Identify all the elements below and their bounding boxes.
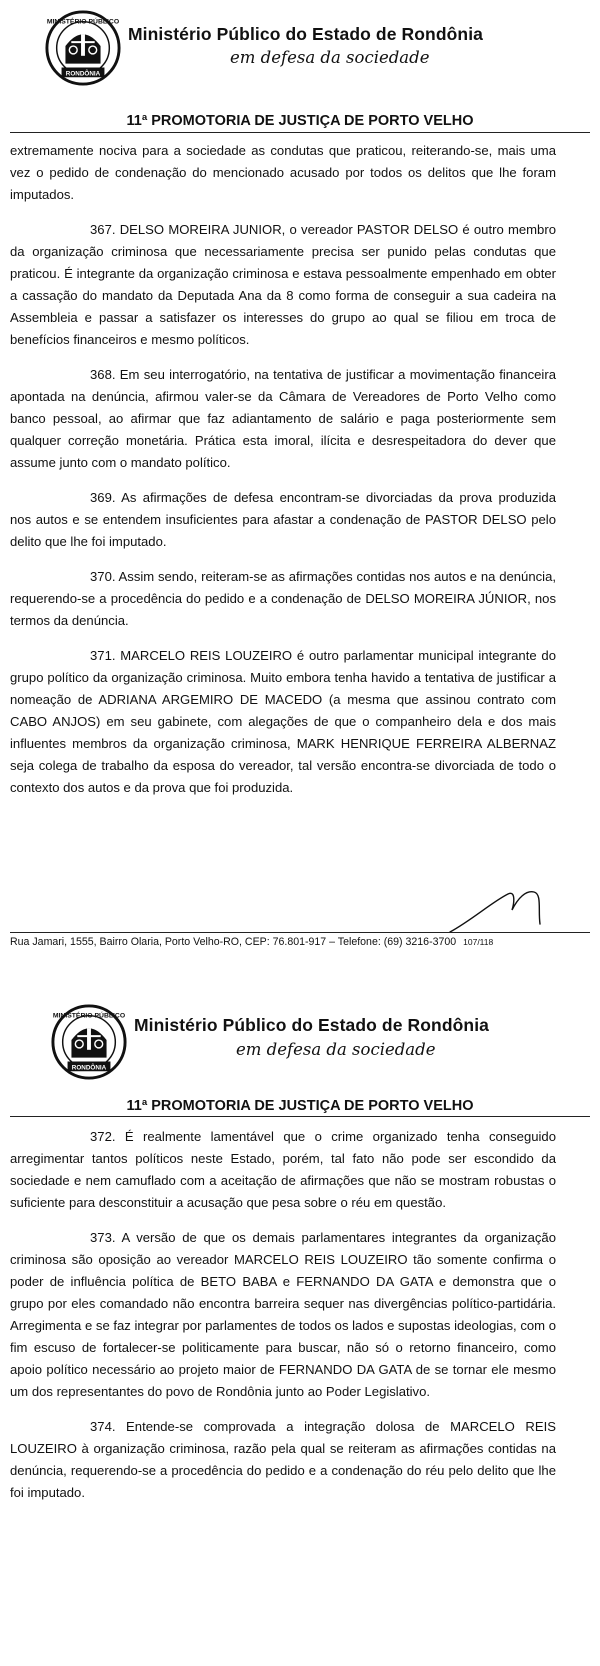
header-divider bbox=[10, 132, 590, 133]
paragraph-368: 368. Em seu interrogatório, na tentativa de justificar a movimentação financeira apontada na denúncia, afirmou valer-se da Câmara de Vereadores de Porto Velho como banco pessoal, ao afirmar que faz adiantamento de salário e paga posteriormente sem qualquer correção monetária. Prática esta imoral, ilícita e desrespeitadora do dever que assume junto com o mandato político. bbox=[10, 367, 556, 470]
office-title: 11ª PROMOTORIA DE JUSTIÇA DE PORTO VELHO bbox=[126, 113, 474, 129]
footer-address: Rua Jamari, 1555, Bairro Olaria, Porto Velho-RO, CEP: 76.801-917 – Telefone: (69) 3216-3700 bbox=[10, 936, 457, 948]
seal-bottom-text: RONDÔNIA bbox=[65, 70, 101, 78]
institution-seal-icon bbox=[44, 8, 122, 88]
seal-bottom-text: RONDÔNIA bbox=[71, 1064, 107, 1072]
page-number: 107/118 bbox=[463, 937, 494, 947]
footer-divider bbox=[10, 932, 590, 933]
paragraph-370: 370. Assim sendo, reiteram-se as afirmações contidas nos autos e na denúncia, requerendo-se a procedência do pedido e a condenação de DELSO MOREIRA JÚNIOR, nos termos da denúncia. bbox=[10, 569, 556, 628]
seal-top-text: MINISTÉRIO PÚBLICO bbox=[52, 1012, 126, 1020]
organization-name: Ministério Público do Estado de Rondônia bbox=[134, 1015, 489, 1035]
letterhead bbox=[0, 0, 600, 110]
signature-mark-icon bbox=[442, 880, 562, 940]
seal-top-text: MINISTÉRIO PÚBLICO bbox=[46, 18, 120, 26]
organization-motto: em defesa da sociedade bbox=[236, 1040, 436, 1059]
document-body bbox=[10, 1126, 556, 1517]
document-body bbox=[10, 140, 556, 812]
organization-motto: em defesa da sociedade bbox=[230, 48, 430, 67]
paragraph-369: 369. As afirmações de defesa encontram-se divorciadas da prova produzida nos autos e se entendem insuficientes para afastar a condenação de PASTOR DELSO pelo delito que lhe foi imputado. bbox=[10, 490, 556, 549]
paragraph-371: 371. MARCELO REIS LOUZEIRO é outro parlamentar municipal integrante do grupo político da organização criminosa. Muito embora tenha havido a tentativa de justificar a nomeação de ADRIANA ARGEMIRO DE MACEDO (a mesma que assinou contrato com CABO ANJOS) em seu gabinete, com alegações de que o companheiro dela e dos mais influentes membros da organização criminosa, MARK HENRIQUE FERREIRA ALBERNAZ seja colega de trabalho da esposa do vereador, tal versão encontra-se divorciada de todo o contexto dos autos e da prova que foi produzida. bbox=[10, 648, 556, 795]
header-divider bbox=[10, 1116, 590, 1117]
paragraph-continuation: extremamente nociva para a sociedade as condutas que praticou, reiterando-se, mais uma vez o pedido de condenação do mencionado acusado por todos os delitos que lhe foram imputados. bbox=[10, 143, 556, 202]
page-footer bbox=[10, 936, 493, 948]
paragraph-374: 374. Entende-se comprovada a integração dolosa de MARCELO REIS LOUZEIRO à organização criminosa, razão pela qual se reiteram as afirmações contidas na denúncia, requerendo-se a procedência do pedido e a condenação do réu pelo delito que lhe foi imputado. bbox=[10, 1419, 556, 1500]
institution-seal-icon bbox=[50, 1002, 128, 1082]
paragraph-372: 372. É realmente lamentável que o crime organizado tenha conseguido arregimentar tantos políticos neste Estado, porém, tal fato não pode ser escondido da sociedade e nem camuflado com a aceitação de afirmações que não se mostram robustas o suficiente para desconstituir a acusação que pesa sobre o réu em questão. bbox=[10, 1129, 556, 1210]
paragraph-367: 367. DELSO MOREIRA JUNIOR, o vereador PASTOR DELSO é outro membro da organização criminosa que necessariamente precisa ser punido pelas condutas que praticou. É integrante da organização criminosa e estava pessoalmente empenhado em obter a cassação do mandato da Deputada Ana da 8 como forma de conseguir a sua cadeira na Assembleia e passar a satisfazer os interesses do grupo ao qual se filiou em troca de benefícios financeiros e mesmo políticos. bbox=[10, 222, 556, 347]
document-page-2 bbox=[0, 1010, 600, 1666]
paragraph-373: 373. A versão de que os demais parlamentares integrantes da organização criminosa são oposição ao vereador MARCELO REIS LOUZEIRO tão somente confirma o poder de influência política de BETO BABA e FERNANDO DA GATA e demonstra que o grupo por eles comandado não encontra barreira sequer nas divergências político-partidária. Arregimenta e se faz integrar por parlamentes de todos os lados e supostas ideologias, com o fim escuso de fortalecer-se politicamente para buscar, não só o retorno financeiro, como apoio político necessário ao projeto maior de FERNANDO DA GATA de se tornar ele mesmo um dos representantes do povo de Rondônia junto ao Poder Legislativo. bbox=[10, 1230, 556, 1399]
office-title: 11ª PROMOTORIA DE JUSTIÇA DE PORTO VELHO bbox=[126, 1098, 474, 1114]
organization-name: Ministério Público do Estado de Rondônia bbox=[128, 24, 483, 44]
